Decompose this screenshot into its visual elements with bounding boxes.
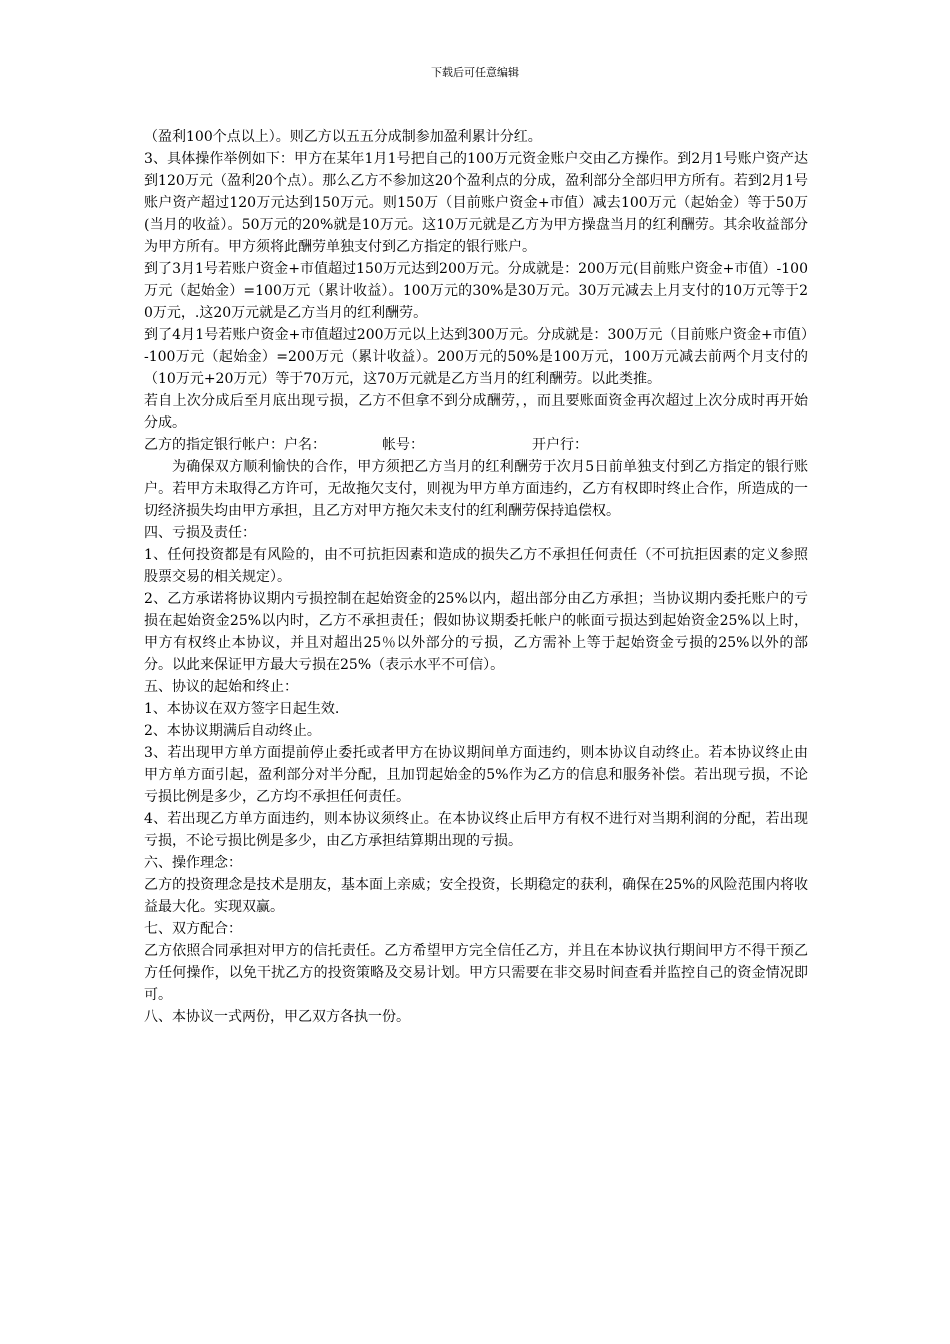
paragraph-term-4: 4、若出现乙方单方面违约，则本协议须终止。在本协议终止后甲方有权不进行对当期利润的分配，若出现亏损，不论亏损比例是多少，由乙方承担结算期出现的亏损。 xyxy=(144,811,808,849)
paragraph-example-feb: 3、具体操作举例如下：甲方在某年1月1号把自己的100万元资金账户交由乙方操作。到2月1号账户资产达到120万元（盈利20个点）。那么乙方不参加这20个盈利点的分成，盈利部分全部归甲方所有。若到2月1号账户资产超过120万元达到150万元。则150万（目前账户资金+市值）减去100万元（起始金）等于50万(当月的收益）。50万元的20%就是10万元。这10万元就是乙方为甲方操盘当月的红利酬劳。其余收益部分为甲方所有。甲方须将此酬劳单独支付到乙方指定的银行账户。 xyxy=(144,151,808,255)
paragraph-term-3: 3、若出现甲方单方面提前停止委托或者甲方在协议期间单方面违约，则本协议自动终止。若本协议终止由甲方单方面引起，盈利部分对半分配，且加罚起始金的5%作为乙方的信息和服务补偿。若出现亏损，不论亏损比例是多少，乙方均不承担任何责任。 xyxy=(144,745,808,805)
paragraph-term-2: 2、本协议期满后自动终止。 xyxy=(144,723,321,739)
paragraph-term-1: 1、本协议在双方签字日起生效. xyxy=(144,701,340,717)
document-body xyxy=(144,126,808,1028)
bank-account-number-label: 帐号： xyxy=(382,437,424,453)
paragraph-profit-share: （盈利100个点以上）。则乙方以五五分成制参加盈利累计分红。 xyxy=(144,129,542,145)
bank-account-name-label: 乙方的指定银行帐户：户名： xyxy=(144,437,326,453)
paragraph-loss-2: 2、乙方承诺将协议期内亏损控制在起始资金的25%以内，超出部分由乙方承担；当协议期内委托账户的亏损在起始资金25%以内时，乙方不承担责任；假如协议期委托帐户的帐面亏损达到起始资金25%以上时，甲方有权终止本协议，并且对超出25％以外部分的亏损，乙方需补上等于起始资金亏损的25%以外的部分。以此来保证甲方最大亏损在25%（表示水平不可信）。 xyxy=(144,591,808,673)
section-heading-loss: 四、亏损及责任： xyxy=(144,525,256,541)
bank-account-line xyxy=(144,434,808,456)
paragraph-loss-rule: 若自上次分成后至月底出现亏损，乙方不但拿不到分成酬劳，，而且要账面资金再次超过上次分成时再开始分成。 xyxy=(144,393,808,431)
paragraph-cooperation: 乙方依照合同承担对甲方的信托责任。乙方希望甲方完全信任乙方，并且在本协议执行期间甲方不得干预乙方任何操作，以免干扰乙方的投资策略及交易计划。甲方只需要在非交易时间查看并监控自己的资金情况即可。 xyxy=(144,943,808,1003)
section-heading-philosophy: 六、操作理念： xyxy=(144,855,242,871)
page-header: 下载后可任意编辑 xyxy=(431,66,519,79)
section-heading-cooperation: 七、双方配合： xyxy=(144,921,242,937)
paragraph-example-apr: 到了4月1号若账户资金+市值超过200万元以上达到300万元。分成就是：300万元（目前账户资金+市值）-100万元（起始金）=200万元（累计收益）。200万元的50%是100万元，100万元减去前两个月支付的（10万元+20万元）等于70万元，这70万元就是乙方当月的红利酬劳。以此类推。 xyxy=(144,327,808,387)
section-heading-copies: 八、本协议一式两份，甲乙双方各执一份。 xyxy=(144,1009,410,1025)
paragraph-payment-terms: 为确保双方顺利愉快的合作，甲方须把乙方当月的红利酬劳于次月5日前单独支付到乙方指定的银行账户。若甲方未取得乙方许可，无故拖欠支付，则视为甲方单方面违约，乙方有权即时终止合作，所造成的一切经济损失均由甲方承担，且乙方对甲方拖欠未支付的红利酬劳保持追偿权。 xyxy=(144,459,808,519)
paragraph-loss-1: 1、任何投资都是有风险的，由不可抗拒因素和造成的损失乙方不承担任何责任（不可抗拒因素的定义参照股票交易的相关规定）。 xyxy=(144,547,808,585)
paragraph-philosophy: 乙方的投资理念是技术是朋友，基本面上亲威；安全投资，长期稳定的获利，确保在25%的风险范围内将收益最大化。实现双赢。 xyxy=(144,877,808,915)
paragraph-example-mar: 到了3月1号若账户资金+市值超过150万元达到200万元。分成就是：200万元(目前账户资金+市值）-100万元（起始金）=100万元（累计收益）。100万元的30%是30万元。30万元减去上月支付的10万元等于20万元，.这20万元就是乙方当月的红利酬劳。 xyxy=(144,261,808,321)
bank-name-label: 开户行： xyxy=(532,437,588,453)
section-heading-term: 五、协议的起始和终止： xyxy=(144,679,298,695)
